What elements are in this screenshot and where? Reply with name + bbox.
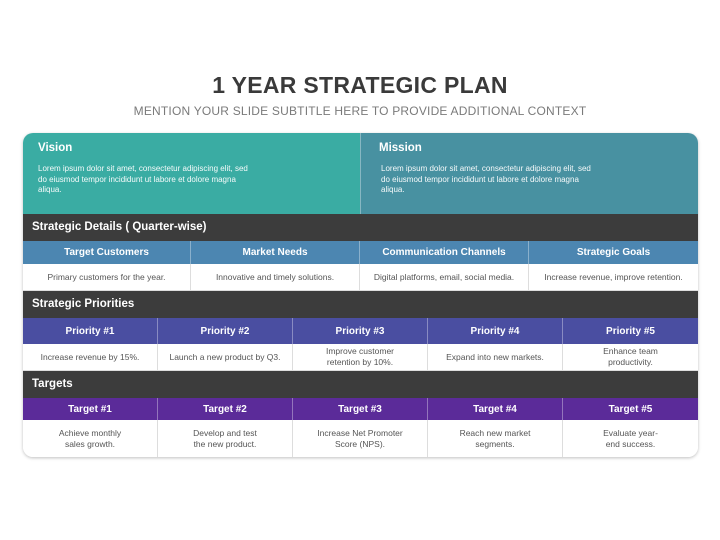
details-col-market-needs: Market Needs	[191, 241, 360, 264]
target-5-value	[563, 420, 698, 457]
priority-1-value	[23, 344, 158, 371]
priority-2-header: Priority #2	[158, 318, 293, 344]
details-value-communication-channels: Digital platforms, email, social media.	[360, 264, 529, 291]
target-3-line-2: Score (NPS).	[334, 438, 386, 449]
target-2-value	[158, 420, 293, 457]
priority-2-value	[158, 344, 293, 371]
target-1-line-1: Achieve monthly	[58, 427, 122, 438]
priority-5-header: Priority #5	[563, 318, 698, 344]
priority-1-header: Priority #1	[23, 318, 158, 344]
details-value-target-customers: Primary customers for the year.	[23, 264, 191, 291]
details-col-strategic-goals: Strategic Goals	[529, 241, 698, 264]
details-col-communication-channels: Communication Channels	[360, 241, 529, 264]
targets-header-row	[23, 398, 698, 420]
priority-3-value	[293, 344, 428, 371]
priority-3-header: Priority #3	[293, 318, 428, 344]
strategic-details-bar: Strategic Details ( Quarter-wise)	[23, 214, 698, 241]
strategic-details-value-row	[23, 264, 698, 291]
vision-box	[23, 133, 360, 214]
priority-2-line-1: Launch a new product by Q3.	[169, 351, 281, 362]
priority-4-line-1: Expand into new markets.	[446, 351, 544, 362]
target-4-value	[428, 420, 563, 457]
priorities-value-row	[23, 344, 698, 371]
mission-box	[360, 133, 698, 214]
priority-5-line-1: Enhance team	[603, 346, 658, 356]
slide-subtitle: MENTION YOUR SLIDE SUBTITLE HERE TO PROVIDE ADDITIONAL CONTEXT	[133, 104, 587, 118]
slide-title: 1 YEAR STRATEGIC PLAN	[212, 72, 508, 98]
priority-1-line-1: Increase revenue by 15%.	[40, 351, 140, 362]
target-1-line-2: sales growth.	[64, 438, 116, 449]
target-5-header: Target #5	[563, 398, 698, 420]
targets-bar: Targets	[23, 371, 698, 398]
target-4-line-2: segments.	[475, 438, 515, 449]
details-col-target-customers: Target Customers	[23, 241, 191, 264]
target-2-line-1: Develop and test	[193, 427, 257, 438]
mission-heading: Mission	[379, 142, 422, 154]
targets-value-row	[23, 420, 698, 457]
priorities-header-row	[23, 318, 698, 344]
target-1-header: Target #1	[23, 398, 158, 420]
target-2-header: Target #2	[158, 398, 293, 420]
target-3-header: Target #3	[293, 398, 428, 420]
priority-5-line-2: productivity.	[608, 357, 653, 367]
details-value-market-needs: Innovative and timely solutions.	[191, 264, 360, 291]
target-3-line-1: Increase Net Promoter	[317, 427, 403, 438]
target-5-line-2: end success.	[605, 438, 656, 449]
vision-heading: Vision	[38, 142, 73, 154]
strategic-details-header-row	[23, 241, 698, 264]
priority-4-header: Priority #4	[428, 318, 563, 344]
target-3-value	[293, 420, 428, 457]
priority-3-line-1: Improve customer	[325, 346, 395, 356]
target-4-header: Target #4	[428, 398, 563, 420]
vision-text: Lorem ipsum dolor sit amet, consectetur adipiscing elit, sed do eiusmod tempor incididunt ut labore et dolore magna aliqua.	[38, 164, 248, 194]
target-4-line-1: Reach new market	[459, 427, 531, 438]
target-5-line-1: Evaluate year-	[603, 427, 658, 438]
details-value-strategic-goals: Increase revenue, improve retention.	[529, 264, 698, 291]
mission-text: Lorem ipsum dolor sit amet, consectetur adipiscing elit, sed do eiusmod tempor incididunt ut labore et dolore magna aliqua.	[381, 164, 591, 194]
target-1-value	[23, 420, 158, 457]
priority-5-value	[563, 344, 698, 371]
priority-4-value	[428, 344, 563, 371]
priority-3-line-2: retention by 10%.	[326, 357, 394, 367]
strategic-plan-panel	[23, 133, 698, 457]
target-2-line-2: the new product.	[193, 438, 257, 449]
strategic-priorities-bar: Strategic Priorities	[23, 291, 698, 318]
